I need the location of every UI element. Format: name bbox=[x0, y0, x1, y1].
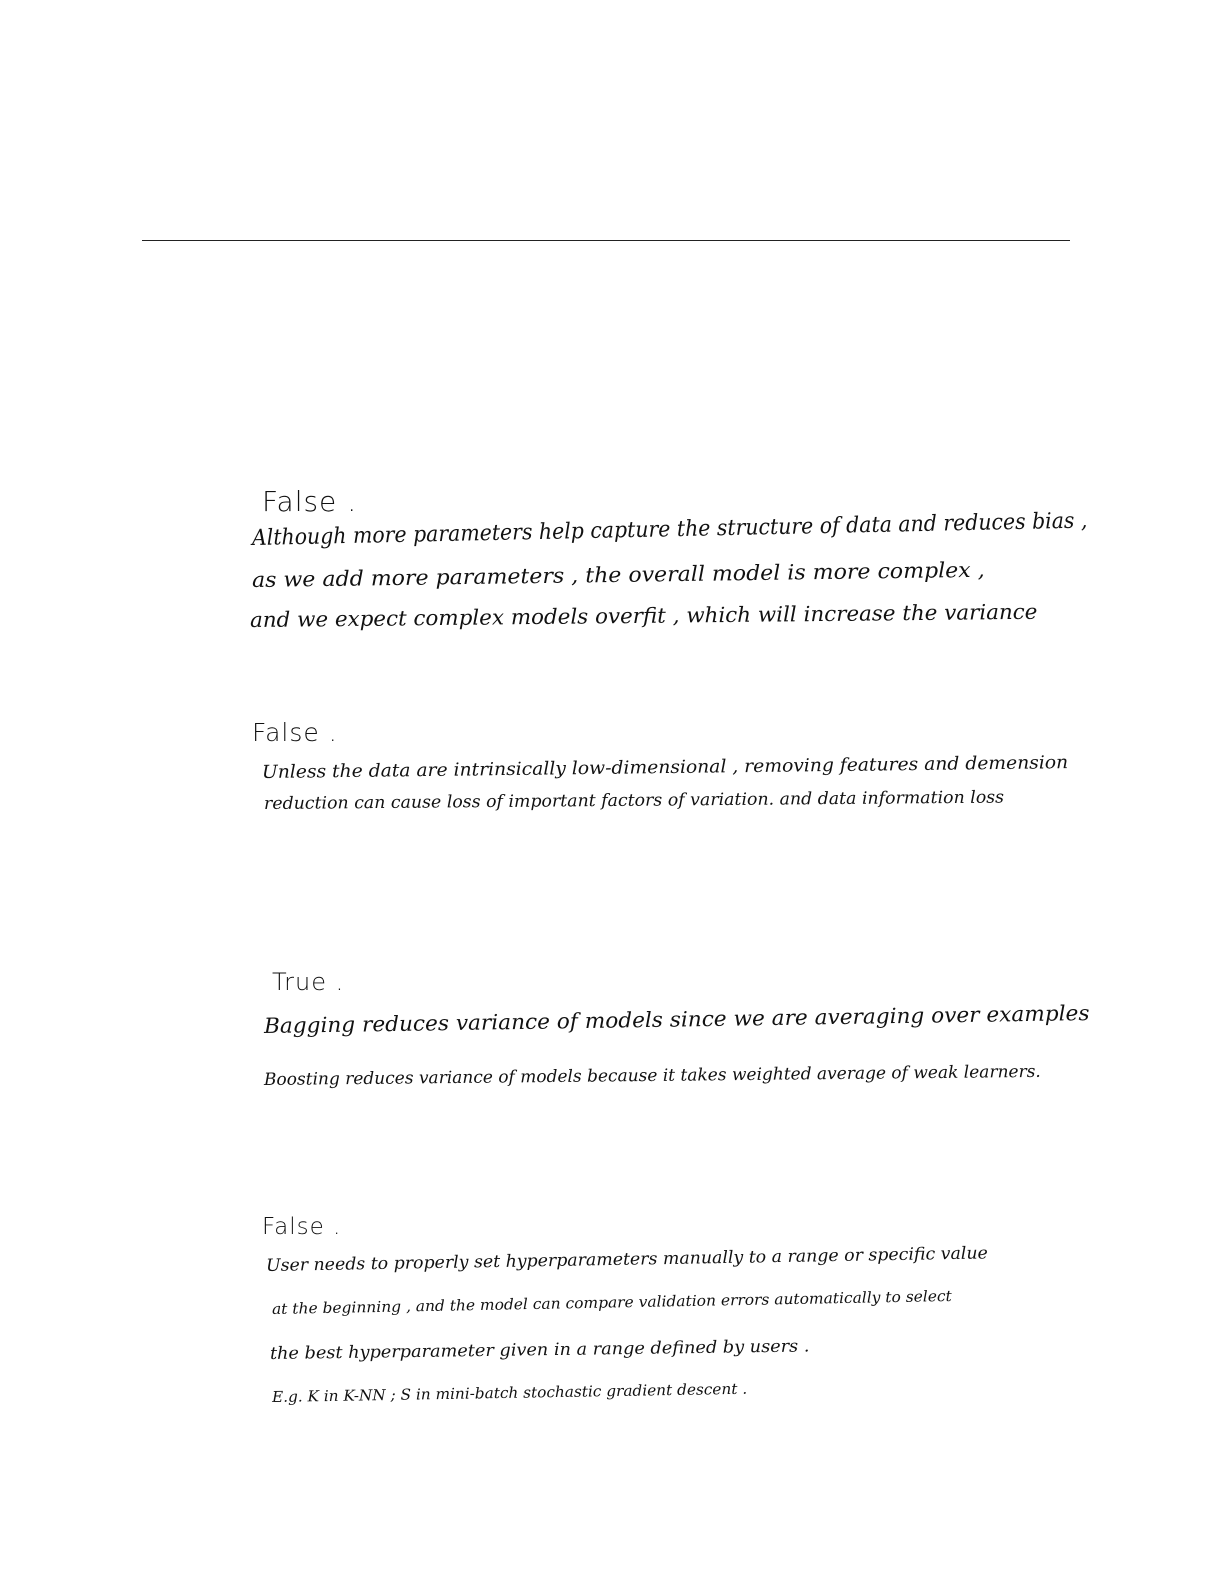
answer-1-line-2: as we add more parameters , the overall model is more complex , bbox=[251, 557, 985, 592]
answer-3-line-1: Bagging reduces variance of models since we are averaging over examples bbox=[263, 1001, 1090, 1038]
answer-2-line-2: reduction can cause loss of important factors of variation. and data information loss bbox=[263, 787, 1005, 814]
answer-4-line-4: E.g. K in K-NN ; S in mini-batch stochastic gradient descent . bbox=[271, 1379, 748, 1406]
answer-3-verdict: True . bbox=[272, 968, 345, 996]
horizontal-divider bbox=[142, 240, 1070, 241]
answer-1-line-1: Although more parameters help capture the structure of data and reduces bias , bbox=[251, 508, 1088, 551]
answer-4-line-2: at the beginning , and the model can compare validation errors automatically to select bbox=[271, 1286, 952, 1318]
answer-4-verdict: False . bbox=[262, 1214, 342, 1240]
answer-2-line-1: Unless the data are intrinsically low-dimensional , removing features and demension bbox=[261, 752, 1069, 783]
answer-4-line-1: User needs to properly set hyperparameters manually to a range or specific value bbox=[265, 1243, 988, 1276]
answer-2-verdict: False . bbox=[252, 718, 338, 747]
answer-1-verdict: False . bbox=[262, 485, 358, 518]
answer-4-line-3: the best hyperparameter given in a range defined by users . bbox=[269, 1336, 810, 1364]
answer-1-line-3: and we expect complex models overfit , which will increase the variance bbox=[249, 599, 1038, 632]
answer-3-line-2: Boosting reduces variance of models because it takes weighted average of weak learners. bbox=[263, 1061, 1041, 1090]
